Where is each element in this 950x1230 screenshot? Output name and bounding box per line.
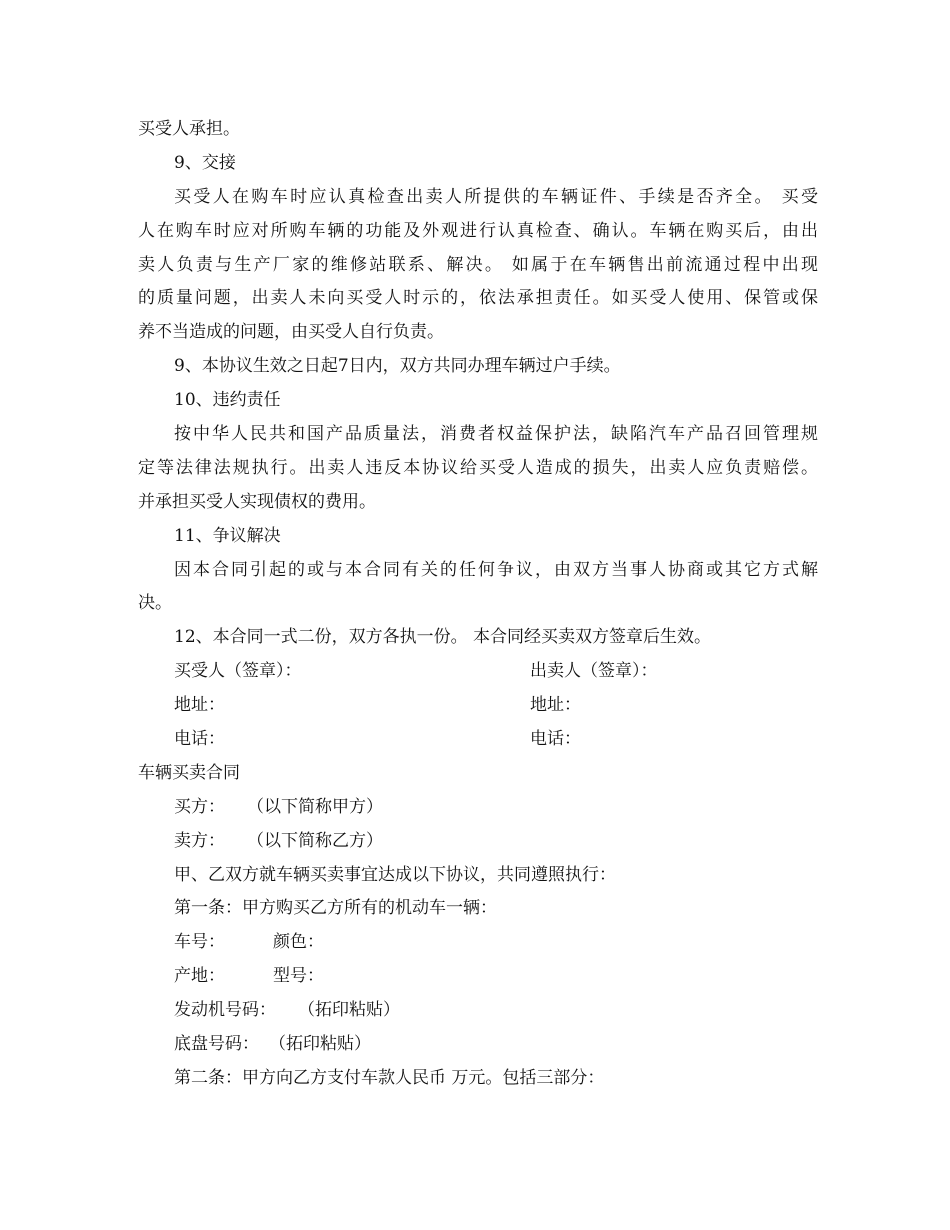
text-line: 人在购车时应对所购车辆的功能及外观进行认真检查、确认。车辆在购买后，由出 [138,220,818,241]
buyer-signature-label: 买受人（签章）： [174,661,302,682]
chassis-number-line [138,1028,818,1062]
seller-party-label: 卖方： [174,830,225,851]
plate-color-line [138,926,818,960]
text-line: 的质量问题，出卖人未向买受人时示的，依法承担责任。如买受人使用、保管或保 [138,288,818,309]
seller-party-line [138,825,818,859]
text-line: 买受人承担。 [138,119,240,139]
section-heading: 11、争议解决 [174,525,281,546]
seller-party-note: （以下简称乙方） [247,830,383,851]
section-heading: 10、违约责任 [174,390,281,411]
seller-signature-label: 出卖人（签章）： [530,661,658,682]
contract-title: 车辆买卖合同 [138,762,240,783]
color-label: 颜色： [273,932,324,953]
buyer-party-note: （以下简称甲方） [247,796,383,817]
model-label: 型号： [273,966,324,987]
engine-number-label: 发动机号码： [174,1000,276,1021]
seller-phone-label: 电话： [530,729,581,750]
seller-address-label: 地址： [530,695,581,716]
engine-number-line [138,994,818,1028]
text-line: 并承担买受人实现债权的费用。 [138,491,376,512]
section-heading: 9、交接 [174,152,236,173]
engine-number-note: （拓印粘贴） [298,1000,400,1021]
plate-label: 车号： [174,932,225,953]
buyer-party-line [138,791,818,825]
address-row [138,689,818,723]
text-line: 因本合同引起的或与本合同有关的任何争议，由双方当事人协商或其它方式解 [174,559,818,580]
text-line: 决。 [138,593,172,614]
signature-row [138,655,818,689]
buyer-party-label: 买方： [174,796,225,817]
text-line: 定等法律法规执行。出卖人违反本协议给买受人造成的损失，出卖人应负责赔偿。 [138,457,818,478]
text-line: 9、本协议生效之日起7日内，双方共同办理车辆过户手续。 [174,356,621,377]
agreement-intro: 甲、乙双方就车辆买卖事宜达成以下协议，共同遵照执行： [174,864,616,885]
chassis-number-label: 底盘号码： [174,1034,259,1055]
buyer-phone-label: 电话： [174,729,225,750]
text-line: 卖人负责与生产厂家的维修站联系、解决。 如属于在车辆售出前流通过程中出现 [138,254,818,275]
article-one: 第一条：甲方购买乙方所有的机动车一辆： [174,898,497,919]
article-two: 第二条：甲方向乙方支付车款人民币 万元。包括三部分： [174,1067,605,1088]
text-line: 养不当造成的问题，由买受人自行负责。 [138,322,444,343]
origin-label: 产地： [174,966,225,987]
phone-row [138,723,818,757]
chassis-number-note: （拓印粘贴） [269,1034,371,1055]
text-line: 按中华人民共和国产品质量法，消费者权益保护法，缺陷汽车产品召回管理规 [174,424,818,445]
origin-model-line [138,960,818,994]
text-line: 12、本合同一式二份，双方各执一份。 本合同经买卖双方签章后生效。 [174,627,712,648]
document-body [138,113,818,1096]
buyer-address-label: 地址： [174,695,225,716]
text-line: 买受人在购车时应认真检查出卖人所提供的车辆证件、手续是否齐全。 买受 [174,186,818,207]
